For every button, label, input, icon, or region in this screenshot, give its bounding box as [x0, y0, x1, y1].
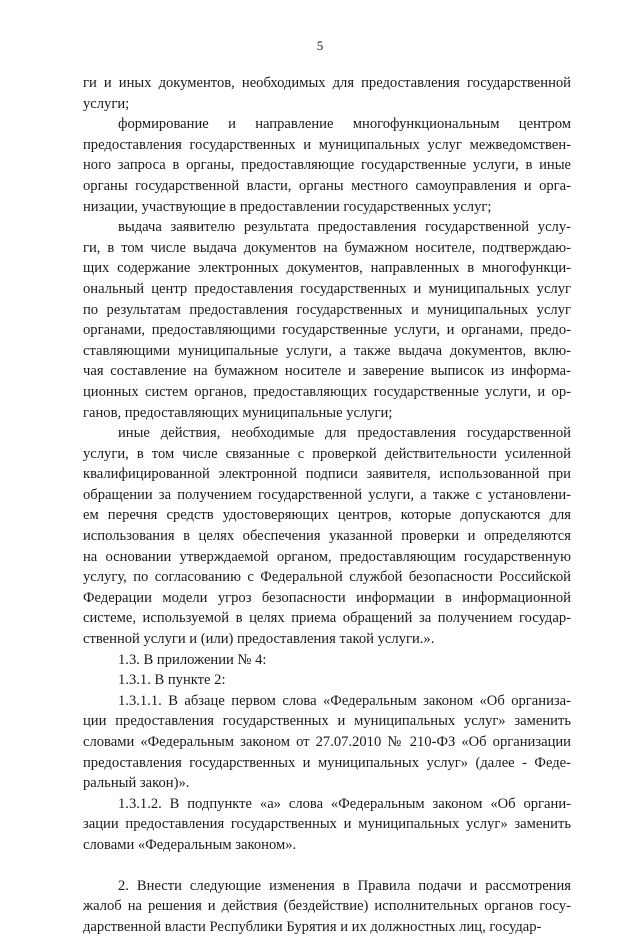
text-line: ем перечня средств удостоверяющих центров, которые допускаются для	[83, 507, 571, 524]
text-line: ного запроса в органы, предоставляющие государственные услуги, в иные	[83, 157, 571, 174]
text-line: предоставления государственных и муниципальных услуг межведомствен-	[83, 136, 571, 153]
text-line: 1.3. В приложении № 4:	[118, 651, 267, 668]
text-line: на основании утверждаемой органом, предоставляющим государственную	[83, 548, 571, 565]
text-line: предоставления государственных и муниципальных услуг» (далее - Феде-	[83, 754, 571, 771]
page-number: 5	[316, 38, 324, 53]
text-line: зации предоставления государственных и муниципальных услуг» заменить	[83, 816, 571, 833]
text-line: использования в целях обеспечения указанной проверки и определяются	[83, 528, 571, 545]
paragraph-gap	[83, 856, 571, 876]
text-line: обращении за получением государственной услуги, а также с установлени-	[83, 486, 571, 503]
text-line: жалоб на решения и действия (бездействие) исполнительных органов госу-	[83, 898, 571, 915]
paragraph	[83, 794, 571, 856]
text-line: органами, предоставляющими государственные услуги, и органами, предо-	[83, 322, 571, 339]
text-line: дарственной власти Республики Бурятия и их должностных лиц, государ-	[83, 918, 542, 935]
paragraph	[83, 423, 571, 650]
text-line: квалифицированной электронной подписи заявителя, использованной при	[83, 466, 571, 483]
paragraph	[83, 876, 571, 937]
text-line: низации, участвующие в предоставлении государственных услуг;	[83, 198, 492, 215]
text-line: словами «Федеральным законом от 27.07.2010 № 210-ФЗ «Об организации	[83, 734, 571, 750]
paragraph	[83, 650, 571, 671]
text-line: словами «Федеральным законом».	[83, 836, 297, 853]
text-line: ционных систем органов, предоставляющих государственные услуги, и ор-	[83, 383, 571, 400]
paragraph	[83, 114, 571, 217]
text-line: формирование и направление многофункциональным центром	[118, 116, 571, 133]
text-line: ональный центр предоставления государственных и муниципальных услуг	[83, 280, 571, 297]
text-line: 1.3.1.2. В подпункте «а» слова «Федеральным законом «Об органи-	[118, 795, 571, 812]
paragraph	[83, 73, 571, 114]
text-line: услугу, по согласованию с Федеральной службой безопасности Российской	[83, 569, 571, 586]
document-body	[83, 73, 571, 937]
text-line: выдача заявителю результата предоставления государственной услу-	[118, 219, 571, 236]
text-line: ственной услуги и (или) предоставления такой услуги.».	[83, 631, 435, 648]
text-line: ги и иных документов, необходимых для предоставления государственной	[83, 75, 571, 91]
text-line: системе, используемой в целях приема обращений за получением государ-	[83, 610, 571, 627]
paragraph	[83, 670, 571, 691]
text-line: ции предоставления государственных и муниципальных услуг» заменить	[83, 713, 571, 730]
text-line: ганов, предоставляющих муниципальные услуги;	[83, 404, 393, 421]
paragraph	[83, 691, 571, 794]
text-line: иные действия, необходимые для предоставления государственной	[118, 425, 571, 442]
text-line: ставляющими муниципальные услуги, а также выдача документов, вклю-	[83, 342, 571, 359]
text-line: услуги, в том числе связанные с проверкой действительности усиленной	[83, 445, 571, 462]
text-line: 1.3.1. В пункте 2:	[118, 672, 226, 689]
text-line: услуги;	[83, 95, 130, 112]
text-line: органы государственной власти, органы местного самоуправления и орга-	[83, 177, 571, 194]
text-line: по результатам предоставления государственных и муниципальных услуг	[83, 301, 571, 318]
text-line: щих содержание электронных документов, направленных в многофункци-	[83, 260, 571, 277]
paragraph	[83, 217, 571, 423]
text-line: ральный закон)».	[83, 775, 190, 792]
text-line: 1.3.1.1. В абзаце первом слова «Федеральным законом «Об организа-	[118, 692, 571, 709]
text-line: чая составление на бумажном носителе и заверение выписок из информа-	[83, 363, 571, 380]
text-line: ги, в том числе выдача документов на бумажном носителе, подтверждаю-	[83, 239, 571, 256]
text-line: Федерации модели угроз безопасности информации в информационной	[83, 589, 571, 606]
text-line: 2. Внести следующие изменения в Правила подачи и рассмотрения	[118, 877, 571, 894]
